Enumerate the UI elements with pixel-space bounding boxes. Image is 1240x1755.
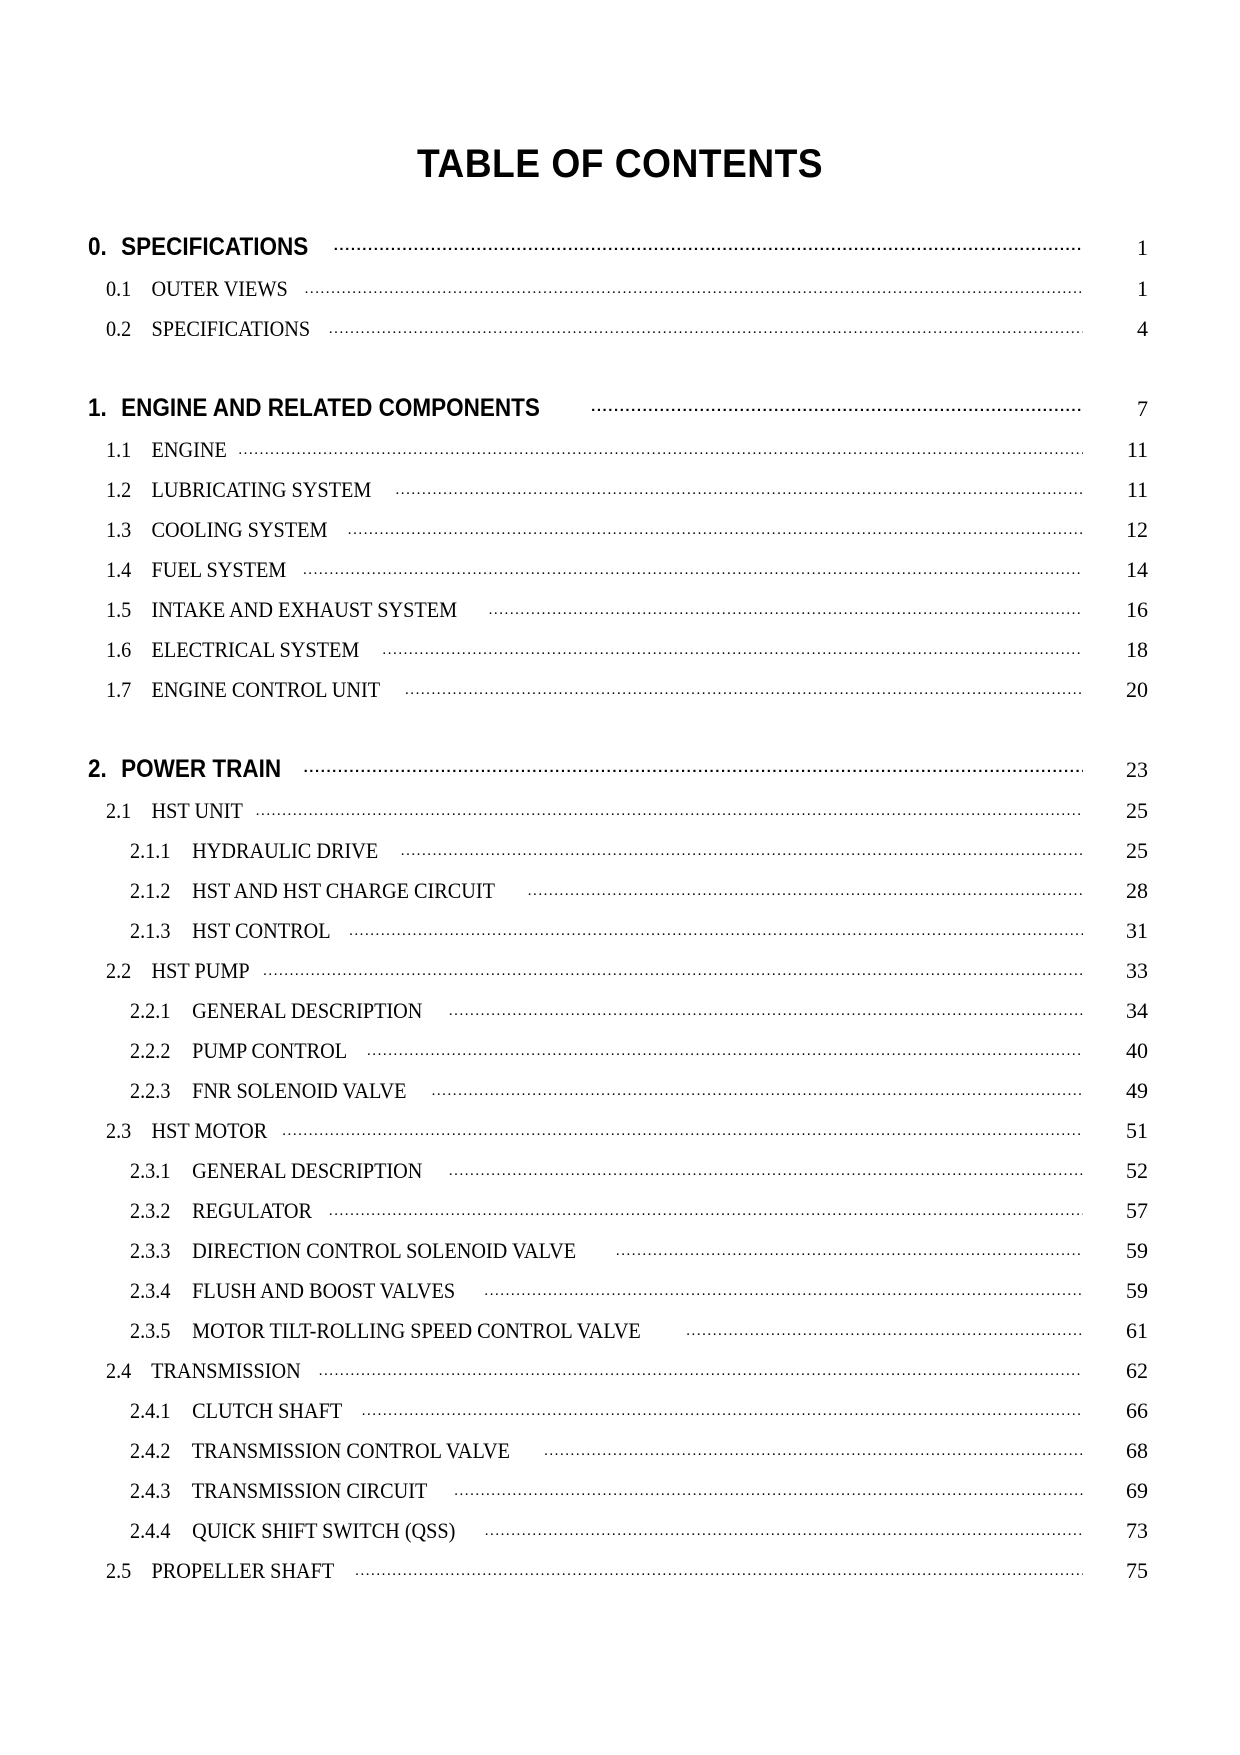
toc-leader-dots: [485, 1523, 1083, 1540]
toc-entry[interactable]: [88, 1238, 1148, 1264]
toc-entry[interactable]: [88, 477, 1148, 503]
toc-entry[interactable]: [88, 637, 1148, 663]
toc-entry-label: [106, 1118, 267, 1144]
toc-leader-dots: [616, 1243, 1083, 1260]
toc-page-number: 25: [1126, 798, 1148, 823]
toc-entry[interactable]: [88, 1118, 1148, 1144]
toc-leader-dots: [489, 602, 1083, 619]
toc-leader-dots: [303, 562, 1083, 579]
toc-entry-label: [130, 1238, 576, 1264]
toc-page-number: 33: [1126, 958, 1148, 983]
toc-entry-title: QUICK SHIFT SWITCH (QSS): [192, 1518, 456, 1543]
toc-entry-title: ELECTRICAL SYSTEM: [151, 637, 360, 662]
toc-page-number: 12: [1126, 517, 1148, 542]
toc-entry-label: [130, 1278, 455, 1304]
toc-entry-number: 2.1.1: [130, 838, 171, 863]
toc-entry-number: 2.4.3: [130, 1478, 171, 1503]
toc-leader-dots: [304, 759, 1083, 776]
toc-entry-number: 1.5: [106, 597, 132, 622]
toc-entry-title: HYDRAULIC DRIVE: [192, 838, 379, 863]
toc-entry-title: TRANSMISSION CIRCUIT: [191, 1478, 428, 1503]
toc-page-number: 57: [1126, 1198, 1148, 1223]
toc-entry-title: INTAKE AND EXHAUST SYSTEM: [151, 597, 458, 622]
page-title: TABLE OF CONTENTS: [416, 142, 824, 186]
toc-entry-label: [106, 316, 310, 342]
toc-entry-label: [130, 918, 331, 944]
toc-entry-title: POWER TRAIN: [121, 755, 282, 783]
toc-entry-number: 1.6: [106, 637, 132, 662]
toc-entry-title: ENGINE: [151, 437, 227, 462]
toc-entry[interactable]: [88, 755, 1148, 784]
toc-entry-number: 1.7: [106, 677, 132, 702]
toc-entry[interactable]: [88, 838, 1148, 864]
toc-entry-label: [88, 233, 308, 262]
toc-leader-dots: [256, 803, 1083, 820]
toc-entry-title: GENERAL DESCRIPTION: [192, 1158, 423, 1183]
toc-entry[interactable]: [88, 1198, 1148, 1224]
toc-entry-number: 0.2: [106, 316, 132, 341]
toc-leader-dots: [305, 281, 1083, 298]
toc-entry-title: COOLING SYSTEM: [151, 517, 328, 542]
toc-entry-label: [106, 1358, 301, 1384]
toc-entry[interactable]: [88, 1038, 1148, 1064]
toc-entry-title: HST MOTOR: [151, 1118, 268, 1143]
toc-entry-label: [130, 1438, 510, 1464]
toc-page-number: 28: [1126, 878, 1148, 903]
toc-entry-title: HST AND HST CHARGE CIRCUIT: [192, 878, 495, 903]
toc-page-number: 25: [1126, 838, 1148, 863]
toc-entry-number: 2.2.2: [130, 1038, 171, 1063]
toc-entry-title: HST PUMP: [151, 958, 250, 983]
toc-leader-dots: [528, 883, 1083, 900]
toc-entry-number: 2.3.4: [130, 1278, 171, 1303]
toc-leader-dots: [591, 398, 1083, 415]
toc-entry-title: CLUTCH SHAFT: [192, 1398, 343, 1423]
toc-leader-dots: [449, 1003, 1083, 1020]
toc-page-number: 68: [1126, 1438, 1148, 1463]
toc-entry-label: [106, 597, 457, 623]
toc-entry[interactable]: [88, 233, 1148, 262]
toc-entry-number: 2.1.2: [130, 878, 171, 903]
toc-entry-label: [130, 1078, 407, 1104]
toc-entry[interactable]: [88, 798, 1148, 824]
toc-entry[interactable]: [88, 1438, 1148, 1464]
toc-entry[interactable]: [88, 998, 1148, 1024]
toc-entry-title: GENERAL DESCRIPTION: [192, 998, 423, 1023]
toc-entry-label: [106, 958, 250, 984]
toc-leader-dots: [405, 682, 1083, 699]
toc-entry[interactable]: [88, 878, 1148, 904]
toc-entry-title: SPECIFICATIONS: [151, 316, 311, 341]
toc-leader-dots: [334, 237, 1083, 254]
toc-entry-title: HST UNIT: [151, 798, 243, 823]
toc-leader-dots: [544, 1443, 1083, 1460]
toc-entry-number: 2.2.1: [130, 998, 171, 1023]
toc-entry-label: [130, 998, 422, 1024]
toc-page-number: 66: [1126, 1398, 1148, 1423]
toc-entry-title: PUMP CONTROL: [192, 1038, 348, 1063]
toc-entry-title: LUBRICATING SYSTEM: [151, 477, 372, 502]
toc-entry-label: [130, 1318, 641, 1344]
toc-entry-title: TRANSMISSION CONTROL VALVE: [191, 1438, 511, 1463]
toc-entry-number: 2.2: [106, 958, 132, 983]
toc-page-number: 61: [1126, 1318, 1148, 1343]
toc-entry-label: [88, 394, 540, 423]
toc-entry-label: [130, 1398, 342, 1424]
toc-entry[interactable]: [88, 918, 1148, 944]
toc-entry-title: TRANSMISSION: [151, 1358, 301, 1383]
toc-page-number: 49: [1126, 1078, 1148, 1103]
toc-entry-number: 1.3: [106, 517, 132, 542]
toc-entry-label: [130, 1198, 312, 1224]
toc-entry-number: 1.: [88, 394, 107, 422]
toc-entry[interactable]: [88, 1398, 1148, 1424]
toc-entry[interactable]: [88, 1558, 1148, 1584]
toc-page-number: 7: [1137, 396, 1148, 421]
toc-page-number: 1: [1137, 276, 1148, 301]
toc-leader-dots: [367, 1043, 1083, 1060]
toc-page-number: 31: [1126, 918, 1148, 943]
toc-entry-label: [106, 798, 243, 824]
toc-leader-dots: [329, 321, 1083, 338]
toc-page-number: 62: [1126, 1358, 1148, 1383]
toc-page-number: 18: [1126, 637, 1148, 662]
toc-leader-dots: [282, 1123, 1083, 1140]
toc-leader-dots: [484, 1283, 1083, 1300]
toc-entry-title: MOTOR TILT-ROLLING SPEED CONTROL VALVE: [192, 1318, 641, 1343]
toc-page-number: 59: [1126, 1278, 1148, 1303]
toc-leader-dots: [449, 1163, 1083, 1180]
toc-leader-dots: [238, 442, 1083, 459]
toc-entry-title: ENGINE AND RELATED COMPONENTS: [121, 394, 540, 422]
toc-page-number: 20: [1126, 677, 1148, 702]
toc-entry-number: 2.3: [106, 1118, 132, 1143]
toc-entry[interactable]: [88, 517, 1148, 543]
toc-entry-title: OUTER VIEWS: [151, 276, 288, 301]
toc-entry[interactable]: [88, 394, 1148, 423]
toc-entry-title: FLUSH AND BOOST VALVES: [192, 1278, 456, 1303]
toc-page-number: 40: [1126, 1038, 1148, 1063]
toc-entry-number: 2.2.3: [130, 1078, 171, 1103]
toc-entry-label: [106, 437, 227, 463]
toc-page-number: 59: [1126, 1238, 1148, 1263]
toc-leader-dots: [319, 1363, 1083, 1380]
toc-page-number: 73: [1126, 1518, 1148, 1543]
toc-entry-label: [106, 1558, 334, 1584]
toc-entry-label: [130, 1478, 427, 1504]
toc-leader-dots: [362, 1403, 1083, 1420]
toc-entry-label: [130, 838, 378, 864]
toc-entry-number: 2.3.1: [130, 1158, 171, 1183]
toc-entry-number: 2.4.1: [130, 1398, 171, 1423]
toc-entry-label: [106, 637, 359, 663]
toc-entry-label: [106, 477, 371, 503]
toc-entry-label: [130, 1158, 422, 1184]
toc-page-number: 11: [1126, 437, 1148, 462]
toc-entry[interactable]: [88, 677, 1148, 703]
toc-entry-number: 2.4.2: [130, 1438, 171, 1463]
toc-entry-number: 1.4: [106, 557, 132, 582]
toc-entry[interactable]: [88, 316, 1148, 342]
toc-entry-label: [130, 1518, 455, 1544]
toc-entry-title: PROPELLER SHAFT: [151, 1558, 335, 1583]
toc-entry-number: 2.4.4: [130, 1518, 171, 1543]
toc-entry[interactable]: [88, 597, 1148, 623]
toc-page-number: 4: [1137, 316, 1148, 341]
toc-page-number: 69: [1126, 1478, 1148, 1503]
toc-page-number: 23: [1126, 757, 1148, 782]
toc-page-number: 1: [1137, 235, 1148, 260]
toc-page-number: 51: [1126, 1118, 1148, 1143]
toc-entry-number: 2.1: [106, 798, 132, 823]
toc-entry[interactable]: [88, 276, 1148, 302]
toc-entry-label: [130, 1038, 347, 1064]
toc-page-number: 75: [1126, 1558, 1148, 1583]
toc-entry-title: DIRECTION CONTROL SOLENOID VALVE: [192, 1238, 577, 1263]
toc-leader-dots: [395, 482, 1083, 499]
table-of-contents: [0, 233, 1240, 1584]
toc-entry[interactable]: [88, 1318, 1148, 1344]
toc-entry-number: 2.: [88, 755, 107, 783]
toc-entry[interactable]: [88, 1518, 1148, 1544]
toc-page-number: 16: [1126, 597, 1148, 622]
toc-entry[interactable]: [88, 1478, 1148, 1504]
toc-leader-dots: [348, 522, 1083, 539]
toc-entry-number: 2.3.5: [130, 1318, 171, 1343]
toc-leader-dots: [432, 1083, 1083, 1100]
toc-entry-label: [106, 557, 286, 583]
toc-page-number: 14: [1126, 557, 1148, 582]
toc-entry-number: 2.1.3: [130, 918, 171, 943]
toc-leader-dots: [686, 1323, 1083, 1340]
toc-entry-number: 0.: [88, 233, 107, 261]
toc-page-number: 52: [1126, 1158, 1148, 1183]
toc-leader-dots: [355, 1563, 1083, 1580]
toc-entry-number: 2.3.3: [130, 1238, 171, 1263]
toc-leader-dots: [263, 963, 1083, 980]
toc-entry[interactable]: [88, 958, 1148, 984]
toc-entry[interactable]: [88, 557, 1148, 583]
toc-entry[interactable]: [88, 1358, 1148, 1384]
toc-entry-number: 2.3.2: [130, 1198, 171, 1223]
toc-entry-title: REGULATOR: [192, 1198, 313, 1223]
toc-page-number: 11: [1126, 477, 1148, 502]
toc-entry[interactable]: [88, 1078, 1148, 1104]
toc-leader-dots: [454, 1483, 1083, 1500]
toc-entry-number: 2.5: [106, 1558, 132, 1583]
toc-entry-number: 1.1: [106, 437, 132, 462]
toc-entry-title: ENGINE CONTROL UNIT: [151, 677, 381, 702]
toc-leader-dots: [401, 843, 1083, 860]
toc-entry-number: 2.4: [106, 1358, 132, 1383]
toc-entry[interactable]: [88, 437, 1148, 463]
toc-entry-label: [106, 517, 328, 543]
toc-entry-number: 1.2: [106, 477, 132, 502]
toc-entry-label: [106, 276, 288, 302]
toc-leader-dots: [349, 923, 1083, 940]
toc-entry-title: HST CONTROL: [192, 918, 331, 943]
toc-entry[interactable]: [88, 1158, 1148, 1184]
toc-leader-dots: [382, 642, 1083, 659]
toc-entry-label: [88, 755, 281, 784]
toc-entry-label: [106, 677, 380, 703]
toc-entry-title: FUEL SYSTEM: [151, 557, 287, 582]
toc-leader-dots: [329, 1203, 1083, 1220]
toc-entry-title: SPECIFICATIONS: [121, 233, 309, 261]
toc-entry-number: 0.1: [106, 276, 132, 301]
toc-entry[interactable]: [88, 1278, 1148, 1304]
toc-entry-title: FNR SOLENOID VALVE: [192, 1078, 407, 1103]
toc-page-number: 34: [1126, 998, 1148, 1023]
toc-entry-label: [130, 878, 495, 904]
